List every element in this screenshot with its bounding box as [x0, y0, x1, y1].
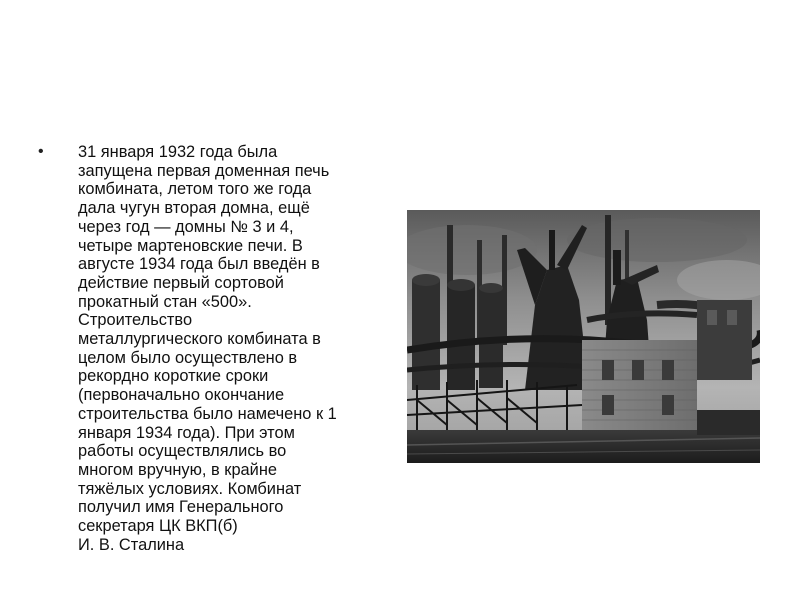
- plant-photo: [407, 210, 760, 463]
- bullet-list: [38, 143, 368, 554]
- bullet-item: [38, 143, 368, 554]
- bullet-text: 31 января 1932 года была запущена первая доменная печь комбината, летом того же года дала чугун вторая домна, ещё через год — домны № 3 и 4, четыре мартеновские печи. В августе 1934 года был введён в действие первый сортовой прокатный стан «500». Строительство металлургического комбината в целом было осуществлено в рекордно короткие сроки (первоначально окончание строительства было намечено к 1 января 1934 года). При этом работы осуществлялись во многом вручную, в крайне тяжёлых условиях. Комбинат получил имя Генерального секретаря ЦК ВКП(б) И. В. Сталина: [78, 143, 337, 554]
- bullet-marker: •: [38, 143, 44, 160]
- plant-photo-image: [407, 210, 760, 463]
